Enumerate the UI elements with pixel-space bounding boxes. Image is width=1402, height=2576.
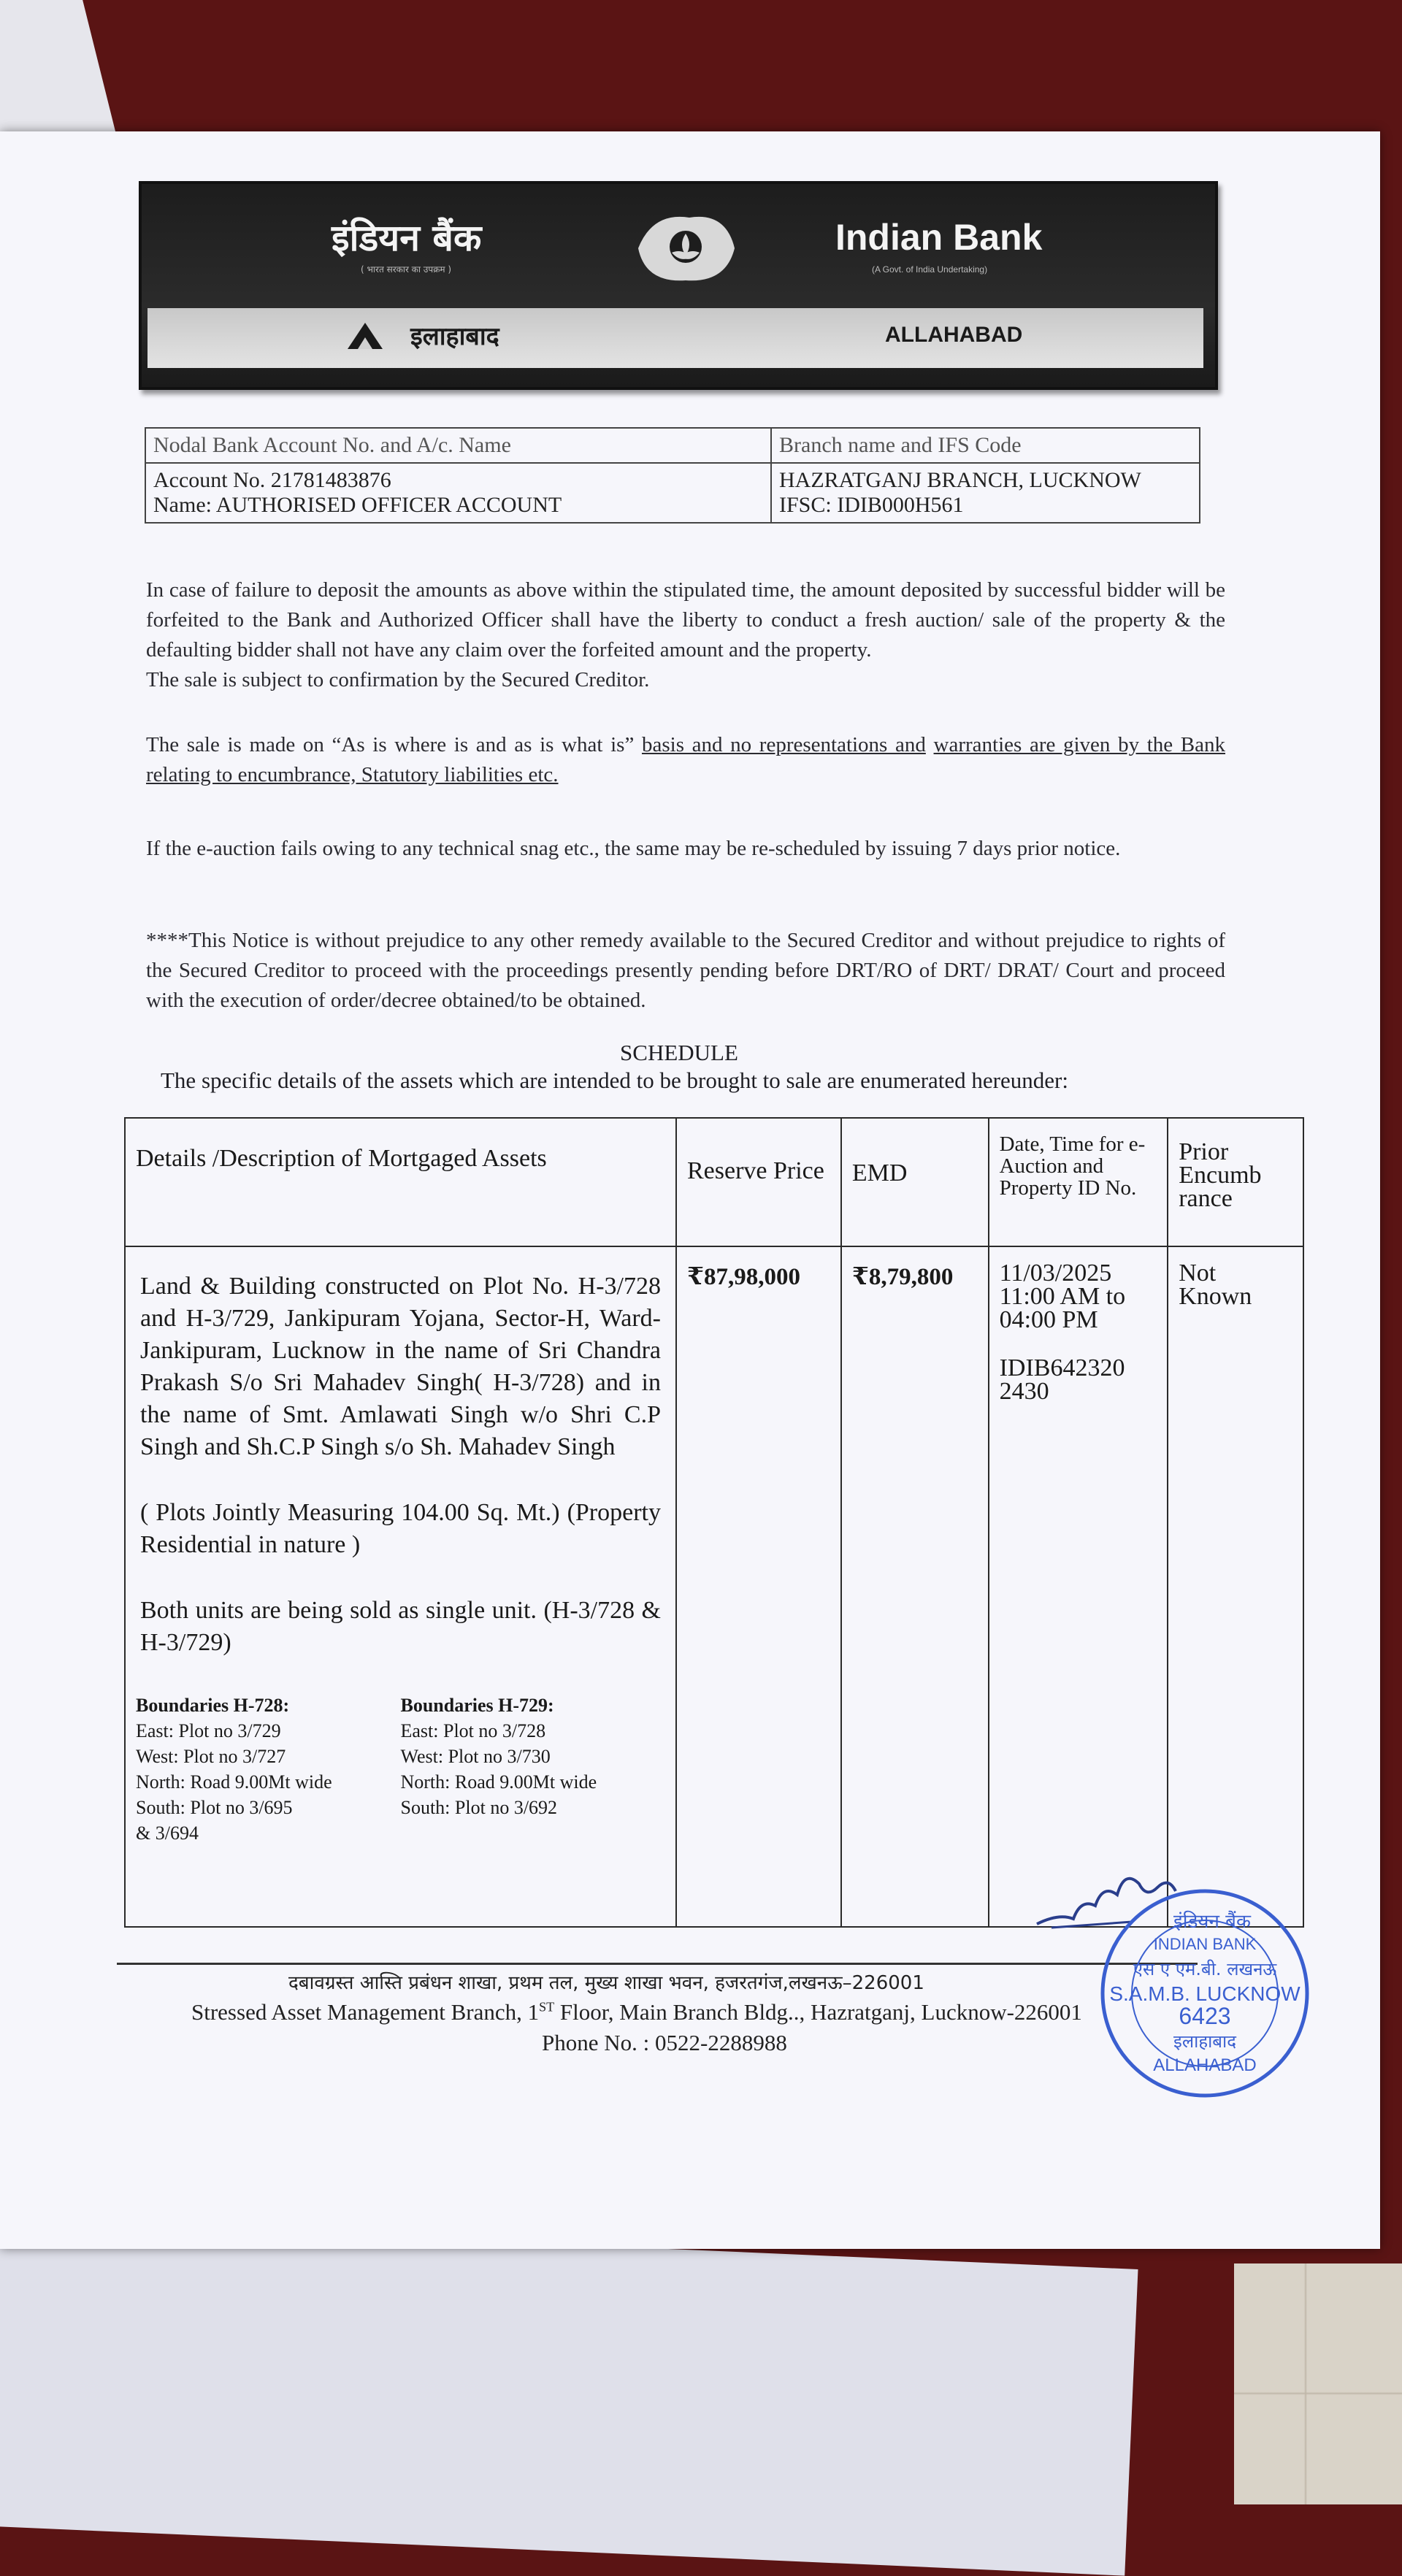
stamp-line: इलाहाबाद	[1173, 2031, 1236, 2052]
ifsc-code: IFSC: IDIB000H561	[779, 493, 964, 517]
allahabad-strip	[148, 308, 1203, 368]
stamp-line: एस ए एम.बी. लखनऊ	[1133, 1959, 1277, 1979]
single-unit-note: Both units are being sold as single unit. (H-3/728 & H-3/729)	[140, 1597, 661, 1656]
stamp-line: 6423	[1179, 2003, 1231, 2029]
allahabad-english: ALLAHABAD	[885, 323, 1023, 347]
stamp-line: S.A.M.B. LUCKNOW	[1109, 1982, 1301, 2005]
branch-name: HAZRATGANJ BRANCH, LUCKNOW	[779, 468, 1141, 492]
account-header: Nodal Bank Account No. and A/c. Name	[145, 428, 771, 463]
property-id: IDIB642320 2430	[999, 1354, 1125, 1405]
prior-encumbrance-header: Prior Encumb rance	[1168, 1118, 1303, 1246]
boundary-north: North: Road 9.00Mt wide	[400, 1771, 597, 1793]
boundary-south-cont: & 3/694	[136, 1822, 199, 1844]
footer-divider	[117, 1963, 1198, 1965]
as-is-underlined-1: basis and no representations and	[641, 733, 926, 756]
as-is-underlined-2: warranties are given by the Bank relating to encumbrance, Statutory liabilities etc.	[146, 733, 1226, 786]
boundary-east: East: Plot no 3/728	[400, 1720, 546, 1741]
asset-measurement: ( Plots Jointly Measuring 104.00 Sq. Mt.) (Property Residential in nature )	[140, 1499, 661, 1558]
boundary-south: South: Plot no 3/692	[400, 1797, 558, 1818]
asset-description: Land & Building constructed on Plot No. H-3/728 and H-3/729, Jankipuram Yojana, Sector-H, Ward-Jankipuram, Lucknow in the name of Sri Chandra Prakash S/o Sri Mahadev Singh( H-3/728) and in the name of Smt. Amlawati Singh w/o Shri C.P Singh and Sh.C.P Singh s/o Sh. Mahadev Singh	[140, 1273, 661, 1460]
schedule-table	[124, 1117, 1304, 1928]
account-details-table	[145, 427, 1200, 524]
allahabad-hindi: इलाहाबाद	[410, 322, 499, 351]
account-name: Name: AUTHORISED OFFICER ACCOUNT	[153, 493, 562, 517]
branch-cell	[771, 463, 1200, 523]
bank-letterhead	[139, 181, 1218, 390]
boundary-west: West: Plot no 3/730	[400, 1746, 551, 1767]
asset-description-cell	[125, 1246, 676, 1927]
bank-name-english: Indian Bank	[835, 217, 1043, 258]
schedule-header-row	[125, 1118, 1303, 1246]
eauction-paragraph: If the e-auction fails owing to any technical snag etc., the same may be re-scheduled by issuing 7 days prior notice.	[146, 837, 1121, 860]
background-sheet-lower	[0, 2220, 1138, 2576]
indian-bank-logo-icon	[624, 204, 748, 292]
boundary-south: South: Plot no 3/695	[136, 1797, 293, 1818]
prior-encumbrance: Not Known	[1168, 1246, 1303, 1927]
emd-header: EMD	[841, 1118, 989, 1246]
boundaries	[136, 1693, 665, 1846]
floor-tiles	[1234, 2263, 1402, 2504]
forfeit-paragraph	[146, 575, 1225, 695]
as-is-paragraph	[146, 730, 1225, 790]
boundary-east: East: Plot no 3/729	[136, 1720, 281, 1741]
footer-address-part: Floor, Main Branch Bldg.., Hazratganj, Lucknow-226001	[554, 1999, 1082, 2025]
stamp-line: इंडियन बैंक	[1173, 1911, 1251, 1933]
prejudice-notice: ****This Notice is without prejudice to any other remedy available to the Secured Creditor and without prejudice to rights of the Secured Creditor to proceed with the proceedings presently pending before DRT/RO of DRT/ DRAT/ Court and proceed with the execution of order/decree obtained/to be obtained.	[146, 929, 1225, 1012]
footer-address-part: Stressed Asset Management Branch, 1	[191, 1999, 540, 2025]
bank-tagline-english: (A Govt. of India Undertaking)	[872, 264, 988, 275]
boundary-north: North: Road 9.00Mt wide	[136, 1771, 332, 1793]
table-row	[125, 1246, 1303, 1927]
auction-time: 11:00 AM to 04:00 PM	[999, 1283, 1126, 1333]
bank-name-hindi: इंडियन बैंक	[332, 217, 482, 259]
stamp-line: ALLAHABAD	[1153, 2055, 1257, 2075]
auction-date-cell	[989, 1246, 1168, 1927]
boundary-west: West: Plot no 3/727	[136, 1746, 286, 1767]
branch-stamp	[1095, 1884, 1314, 2103]
bank-tagline-hindi: ( भारत सरकार का उपक्रम )	[361, 264, 452, 275]
allahabad-logo-icon	[345, 320, 386, 352]
account-number: Account No. 21781483876	[153, 468, 391, 492]
date-header: Date, Time for e-Auction and Property ID No.	[989, 1118, 1168, 1246]
footer-address-english	[191, 1999, 1082, 2025]
notice-page	[0, 131, 1380, 2249]
boundaries-h728	[136, 1693, 401, 1846]
auction-date: 11/03/2025	[999, 1260, 1112, 1287]
details-header: Details /Description of Mortgaged Assets	[125, 1118, 676, 1246]
schedule-intro: The specific details of the assets which are intended to be brought to sale are enumerated hereunder:	[161, 1067, 1068, 1093]
confirmation-text: The sale is subject to confirmation by the Secured Creditor.	[146, 668, 650, 691]
boundaries-h729	[401, 1693, 666, 1846]
stamp-line: INDIAN BANK	[1153, 1935, 1257, 1953]
footer-address-hindi: दबावग्रस्त आस्ति प्रबंधन शाखा, प्रथम तल, मुख्य शाखा भवन, हजरतगंज,लखनऊ–226001	[288, 1972, 924, 1994]
forfeit-text: In case of failure to deposit the amounts as above within the stipulated time, the amount deposited by successful bidder will be forfeited to the Bank and Authorized Officer shall have the liberty to conduct a fresh auction/ sale of the property & the defaulting bidder shall not have any claim over the forfeited amount and the property.	[146, 578, 1225, 662]
footer-superscript: ST	[539, 1999, 555, 2015]
boundaries-h729-title: Boundaries H-729:	[400, 1695, 554, 1716]
branch-header: Branch name and IFS Code	[771, 428, 1200, 463]
reserve-price: ₹87,98,000	[676, 1246, 841, 1927]
schedule-title: SCHEDULE	[620, 1040, 738, 1065]
boundaries-h728-title: Boundaries H-728:	[136, 1695, 290, 1716]
account-cell	[145, 463, 771, 523]
as-is-text: The sale is made on “As is where is and as is what is”	[146, 733, 642, 756]
reserve-price-header: Reserve Price	[676, 1118, 841, 1246]
footer-phone: Phone No. : 0522-2288988	[542, 2030, 787, 2055]
emd-amount: ₹8,79,800	[841, 1246, 989, 1927]
